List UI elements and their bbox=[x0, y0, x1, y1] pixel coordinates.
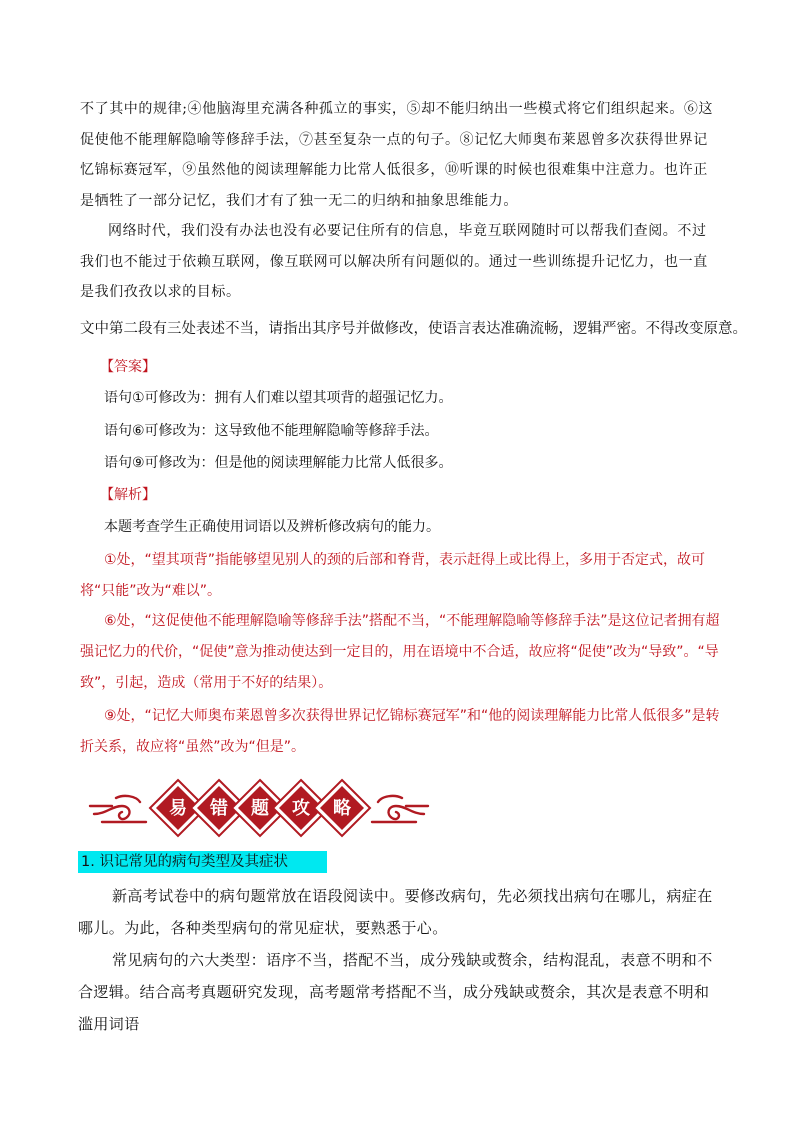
section-paragraph-2-text: 常见病句的六大类型：语序不当，搭配不当，成分残缺或赘余，结构混乱，表意不明和不合逻辑。结合高考真题研究发现，高考题常考搭配不当，成分残缺或赘余，其次是表意不明和滥用词语 bbox=[78, 951, 713, 1033]
passage-paragraph-2: 网络时代，我们没有办法也没有必要记住所有的信息，毕竟互联网随时可以帮我们查阅。不过我们也不能过于依赖互联网，像互联网可以解决所有问题似的。通过一些训练提升记忆力，也一直是我们孜孜以求的目标。 bbox=[80, 223, 708, 300]
left-cloud-ornament-icon bbox=[90, 796, 146, 822]
passage-paragraph-1: 不了其中的规律;④他脑海里充满各种孤立的事实，⑤却不能归纳出一些模式将它们组织起来。⑥这促使他不能理解隐喻等修辞手法，⑦甚至复杂一点的句子。⑧记忆大师奥布莱恩曾多次获得世界记忆锦标赛冠军，⑨虽然他的阅读理解能力比常人低很多，⑩听课的时候也很难集中注意力。也许正是牺牲了一部分记忆，我们才有了独一无二的归纳和抽象思维能力。 bbox=[80, 101, 714, 209]
banner-char-4: 攻 bbox=[292, 798, 310, 819]
answer-line-1: 语句①可修改为：拥有人们难以望其项背的超强记忆力。 bbox=[104, 390, 453, 406]
section-paragraph-1-text: 新高考试卷中的病句题常放在语段阅读中。要修改病句，先必须找出病句在哪儿，病症在哪儿。为此，各种类型病句的常见症状，要熟悉于心。 bbox=[78, 887, 713, 937]
right-cloud-ornament-icon bbox=[372, 796, 428, 822]
analysis-point-3-text: ⑨处，“记忆大师奥布莱恩曾多次获得世界记忆锦标赛冠军”和“他的阅读理解能力比常人低很多”是转折关系，故应将“虽然”改为“但是”。 bbox=[80, 708, 720, 755]
analysis-intro: 本题考查学生正确使用词语以及辨析修改病句的能力。 bbox=[104, 519, 440, 535]
analysis-point-2-text: ⑥处，“这促使他不能理解隐喻等修辞手法”搭配不当，“不能理解隐喻等修辞手法”是这位记者拥有超强记忆力的代价，“促使”意为推动使达到一定目的，用在语境中不合适，故应将“促使”改为“导致”。“导致”，引起，造成（常用于不好的结果）。 bbox=[80, 613, 720, 691]
section-banner bbox=[86, 776, 432, 840]
banner-char-3: 题 bbox=[251, 798, 269, 819]
section-heading: 1. 识记常见的病句类型及其症状 bbox=[78, 851, 327, 873]
banner-char-5: 略 bbox=[333, 798, 351, 819]
reading-passage bbox=[80, 94, 716, 308]
answer-line-3: 语句⑨可修改为：但是他的阅读理解能力比常人低很多。 bbox=[104, 455, 453, 471]
section-paragraph-2 bbox=[78, 944, 718, 1040]
section-paragraph-1 bbox=[78, 880, 718, 944]
banner-char-1: 易 bbox=[169, 798, 187, 819]
banner-char-2: 错 bbox=[210, 798, 228, 819]
answer-line-2: 语句⑥可修改为：这导致他不能理解隐喻等修辞手法。 bbox=[104, 423, 439, 439]
analysis-header: 【解析】 bbox=[100, 487, 156, 503]
analysis-point-1 bbox=[80, 545, 720, 607]
question-prompt: 文中第二段有三处表述不当，请指出其序号并做修改，使语言表达准确流畅，逻辑严密。不得改变原意。 bbox=[80, 321, 747, 337]
analysis-point-3 bbox=[80, 701, 720, 763]
banner-diamonds bbox=[150, 780, 370, 836]
analysis-point-2 bbox=[80, 606, 720, 699]
answer-header: 【答案】 bbox=[100, 359, 156, 375]
analysis-point-1-text: ①处，“望其项背”指能够望见别人的颈的后部和脊背，表示赶得上或比得上，多用于否定式，故可将“只能”改为“难以”。 bbox=[80, 552, 706, 599]
